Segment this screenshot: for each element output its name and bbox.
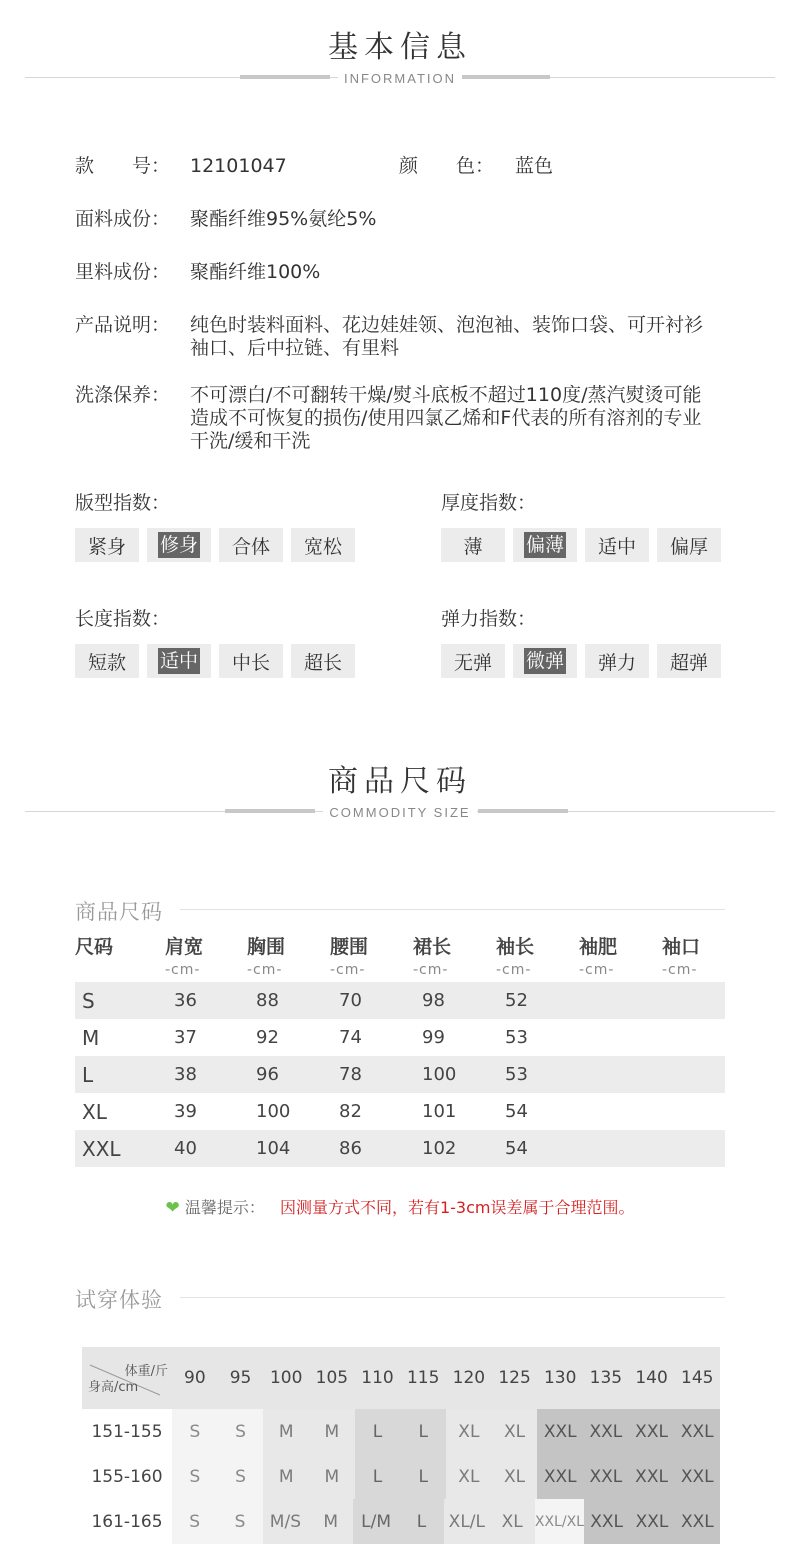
tryon-size-cell: XXL: [629, 1454, 675, 1499]
size-header-label: 腰围: [330, 936, 369, 958]
thickness-option-3: [657, 528, 721, 562]
thickness-option-0: [441, 528, 505, 562]
table-cell: 78: [339, 1064, 362, 1085]
length-option-0: [75, 644, 139, 678]
divider: [180, 909, 725, 910]
table-cell: 53: [505, 1027, 528, 1048]
info-label: 洗涤保养：: [75, 384, 171, 406]
fit-index-options: [75, 528, 355, 562]
length-index: [75, 604, 355, 678]
tryon-size-cell: XXL: [583, 1454, 629, 1499]
tryon-table-body: [82, 1409, 720, 1544]
tip-label: 温馨提示：: [184, 1198, 265, 1217]
info-value: 聚酯纤维100%: [190, 261, 321, 283]
tryon-row: [82, 1409, 720, 1454]
tryon-height-cell: 151-155: [82, 1409, 172, 1454]
fit-index-title: 版型指数：: [75, 492, 171, 514]
fit-option-3: [291, 528, 355, 562]
tryon-weight-cell: 105: [315, 1368, 349, 1388]
tryon-size-cell: XXL: [674, 1454, 720, 1499]
table-row: [75, 982, 725, 1019]
table-cell: XXL: [82, 1136, 121, 1161]
elasticity-option-label: 超弹: [669, 651, 708, 674]
tryon-row: [82, 1454, 720, 1499]
size-unit-label: -cm-: [579, 962, 615, 978]
fit-option-label: 宽松: [303, 535, 342, 558]
info-label: 面料成份：: [75, 208, 171, 230]
tryon-table-header: [82, 1347, 720, 1409]
tryon-size-cell: L: [399, 1499, 444, 1544]
length-option-2: [219, 644, 283, 678]
tryon-size-cell: S: [172, 1409, 218, 1454]
tryon-weight-cell: 95: [229, 1368, 252, 1388]
table-cell: 54: [505, 1101, 528, 1122]
size-header: [0, 756, 800, 822]
thickness-index: [441, 488, 721, 562]
tryon-size-cell: M: [309, 1409, 355, 1454]
tryon-height-label: 身高/cm: [88, 1380, 139, 1395]
table-cell: 88: [256, 990, 279, 1011]
size-header-label: 裙长: [413, 936, 452, 958]
fit-option-label: 合体: [231, 535, 270, 558]
size-header-label: 胸围: [247, 936, 286, 958]
length-option-label: 中长: [231, 651, 270, 674]
fit-option-label: 修身: [159, 534, 198, 556]
length-option-label: 超长: [303, 651, 342, 674]
tryon-weight-cell: 90: [184, 1368, 206, 1388]
thickness-option-1: [513, 528, 577, 562]
tryon-size-cell: XXL: [537, 1409, 583, 1454]
tryon-size-cell: XXL: [583, 1409, 629, 1454]
size-unit-label: -cm-: [165, 962, 201, 978]
tryon-weight-cell: 145: [681, 1368, 714, 1388]
tryon-weight-cell: 115: [406, 1368, 440, 1388]
tryon-weight-cell: 110: [361, 1368, 394, 1388]
size-table-body: [75, 982, 725, 1167]
tryon-size-cell: XXL: [629, 1409, 675, 1454]
tryon-weight-cell: 135: [589, 1368, 623, 1388]
tryon-size-cell: L: [355, 1454, 401, 1499]
tryon-weight-cell: 120: [452, 1368, 486, 1388]
size-header-cell: [75, 932, 165, 982]
tryon-size-cell: M: [263, 1409, 309, 1454]
info-value: 12101047: [190, 155, 287, 177]
tryon-size-cell: S: [172, 1454, 218, 1499]
fit-option-0: [75, 528, 139, 562]
tryon-weight-cell: 100: [269, 1368, 303, 1388]
size-header-cell: [247, 932, 330, 982]
info-value: 纯色时装料面料、花边娃娃领、泡泡袖、装饰口袋、可开衬衫袖口、后中拉链、有里料: [190, 314, 704, 359]
table-cell: 40: [174, 1138, 197, 1159]
elasticity-option-label: 微弹: [525, 650, 564, 672]
thickness-option-2: [585, 528, 649, 562]
elasticity-option-1: [513, 644, 577, 678]
tryon-size-cell: L: [400, 1454, 446, 1499]
table-row: [75, 1093, 725, 1130]
basic-info-title: 基本信息: [328, 30, 472, 65]
info-value: 聚酯纤维95%氨纶5%: [190, 208, 377, 230]
heart-icon: ❤: [165, 1198, 180, 1218]
fit-index: [75, 488, 355, 562]
tryon-size-cell: M: [308, 1499, 353, 1544]
tryon-size-cell: S: [218, 1409, 264, 1454]
tryon-size-cell: XXL: [537, 1454, 583, 1499]
tryon-size-cell: XXL/XL: [535, 1499, 584, 1544]
length-option-label: 适中: [159, 650, 198, 672]
info-label: 里料成份：: [75, 261, 171, 283]
size-header-cell: [413, 932, 496, 982]
tryon-weight-label: 体重/斤: [124, 1364, 168, 1379]
elasticity-option-label: 弹力: [597, 651, 636, 674]
thickness-option-label: 偏厚: [669, 535, 708, 558]
elasticity-index: [441, 604, 721, 678]
size-table-header: [75, 932, 725, 982]
info-label: 产品说明：: [75, 314, 171, 336]
tryon-size-cell: L/M: [353, 1499, 398, 1544]
table-cell: 53: [505, 1064, 528, 1085]
table-cell: 70: [339, 990, 362, 1011]
size-header-cell: [662, 932, 725, 982]
size-table-title: 商品尺码: [75, 900, 163, 924]
fit-option-2: [219, 528, 283, 562]
size-header-cell: [330, 932, 413, 982]
table-row: [75, 1056, 725, 1093]
size-header-label: 袖口: [662, 936, 701, 958]
length-option-label: 短款: [87, 651, 126, 674]
tryon-height-cell: 161-165: [82, 1499, 172, 1544]
length-option-3: [291, 644, 355, 678]
tryon-size-cell: M: [263, 1454, 309, 1499]
divider: [180, 1297, 725, 1298]
thickness-option-label: 偏薄: [525, 534, 564, 556]
tryon-size-cell: S: [217, 1499, 262, 1544]
tryon-size-cell: S: [172, 1499, 217, 1544]
size-title: 商品尺码: [328, 764, 472, 799]
table-cell: 86: [339, 1138, 362, 1159]
table-cell: 74: [339, 1027, 362, 1048]
size-header-cell: [165, 932, 247, 982]
tryon-size-cell: M/S: [263, 1499, 308, 1544]
table-cell: 98: [422, 990, 445, 1011]
table-cell: 92: [256, 1027, 279, 1048]
size-table: [75, 932, 725, 1167]
size-header-cell: [579, 932, 662, 982]
elasticity-option-2: [585, 644, 649, 678]
size-unit-label: -cm-: [330, 962, 366, 978]
tryon-size-cell: S: [218, 1454, 264, 1499]
tryon-size-cell: XL: [490, 1499, 535, 1544]
fit-option-1: [147, 528, 211, 562]
length-option-1: [147, 644, 211, 678]
info-label: 款 号：: [75, 155, 171, 177]
table-cell: L: [82, 1062, 94, 1087]
size-header-label: 肩宽: [165, 936, 204, 958]
tryon-table: [82, 1347, 720, 1544]
size-subtitle: COMMODITY SIZE: [323, 805, 476, 820]
size-header-label: 尺码: [75, 936, 114, 958]
tryon-size-cell: XXL: [674, 1409, 720, 1454]
tryon-row: [82, 1499, 720, 1544]
fit-option-label: 紧身: [87, 535, 126, 558]
table-cell: 100: [256, 1101, 291, 1122]
size-tip: [0, 1195, 800, 1218]
table-cell: M: [82, 1025, 100, 1050]
basic-info-subtitle: INFORMATION: [338, 71, 462, 86]
table-cell: 96: [256, 1064, 279, 1085]
table-cell: 52: [505, 990, 528, 1011]
size-unit-label: -cm-: [662, 962, 698, 978]
tryon-size-cell: XXL: [675, 1499, 720, 1544]
tryon-size-cell: XL: [446, 1409, 492, 1454]
tryon-corner-cell: [82, 1347, 172, 1409]
tip-text: 因测量方式不同，若有1-3cm误差属于合理范围。: [279, 1198, 635, 1217]
size-header-label: 袖长: [496, 936, 535, 958]
tryon-size-cell: XL: [492, 1409, 538, 1454]
table-cell: S: [82, 988, 95, 1013]
table-cell: 38: [174, 1064, 197, 1085]
size-unit-label: -cm-: [247, 962, 283, 978]
tryon-size-cell: XXL: [584, 1499, 629, 1544]
tryon-weight-cell: 140: [635, 1368, 668, 1388]
tryon-height-cell: 155-160: [82, 1454, 172, 1499]
table-cell: 39: [174, 1101, 197, 1122]
thickness-option-label: 薄: [463, 535, 483, 558]
tryon-size-cell: L: [355, 1409, 401, 1454]
size-unit-label: -cm-: [496, 962, 532, 978]
tryon-size-cell: M: [309, 1454, 355, 1499]
thickness-index-options: [441, 528, 721, 562]
info-label: 颜 色：: [399, 155, 495, 177]
table-cell: 101: [422, 1101, 457, 1122]
size-unit-label: -cm-: [413, 962, 449, 978]
length-index-options: [75, 644, 355, 678]
tryon-size-cell: XL: [492, 1454, 538, 1499]
table-cell: XL: [82, 1099, 107, 1124]
length-index-title: 长度指数：: [75, 608, 171, 630]
elasticity-index-title: 弹力指数：: [441, 608, 537, 630]
size-header-cell: [496, 932, 579, 982]
size-header-label: 袖肥: [579, 936, 618, 958]
tryon-size-cell: XXL: [629, 1499, 674, 1544]
tryon-size-cell: L: [400, 1409, 446, 1454]
tryon-weight-cell: 125: [498, 1368, 531, 1388]
table-row: [75, 1130, 725, 1167]
elasticity-option-3: [657, 644, 721, 678]
tryon-size-cell: XL: [446, 1454, 492, 1499]
elasticity-option-label: 无弹: [453, 651, 492, 674]
table-cell: 36: [174, 990, 197, 1011]
info-value: 不可漂白/不可翻转干燥/熨斗底板不超过110度/蒸汽熨烫可能造成不可恢复的损伤/使用四氯乙烯和F代表的所有溶剂的专业干洗/缓和干洗: [190, 384, 702, 452]
tryon-weight-cell: 130: [543, 1368, 577, 1388]
tryon-size-cell: XL/L: [444, 1499, 489, 1544]
table-cell: 82: [339, 1101, 362, 1122]
table-cell: 102: [422, 1138, 457, 1159]
table-row: [75, 1019, 725, 1056]
elasticity-index-options: [441, 644, 721, 678]
elasticity-option-0: [441, 644, 505, 678]
basic-info-header: [0, 22, 800, 88]
table-cell: 104: [256, 1138, 291, 1159]
table-cell: 37: [174, 1027, 197, 1048]
table-cell: 54: [505, 1138, 528, 1159]
table-cell: 99: [422, 1027, 445, 1048]
thickness-option-label: 适中: [597, 535, 636, 558]
info-value: 蓝色: [515, 155, 554, 177]
table-cell: 100: [422, 1064, 457, 1085]
thickness-index-title: 厚度指数：: [441, 492, 537, 514]
tryon-title: 试穿体验: [75, 1288, 163, 1312]
